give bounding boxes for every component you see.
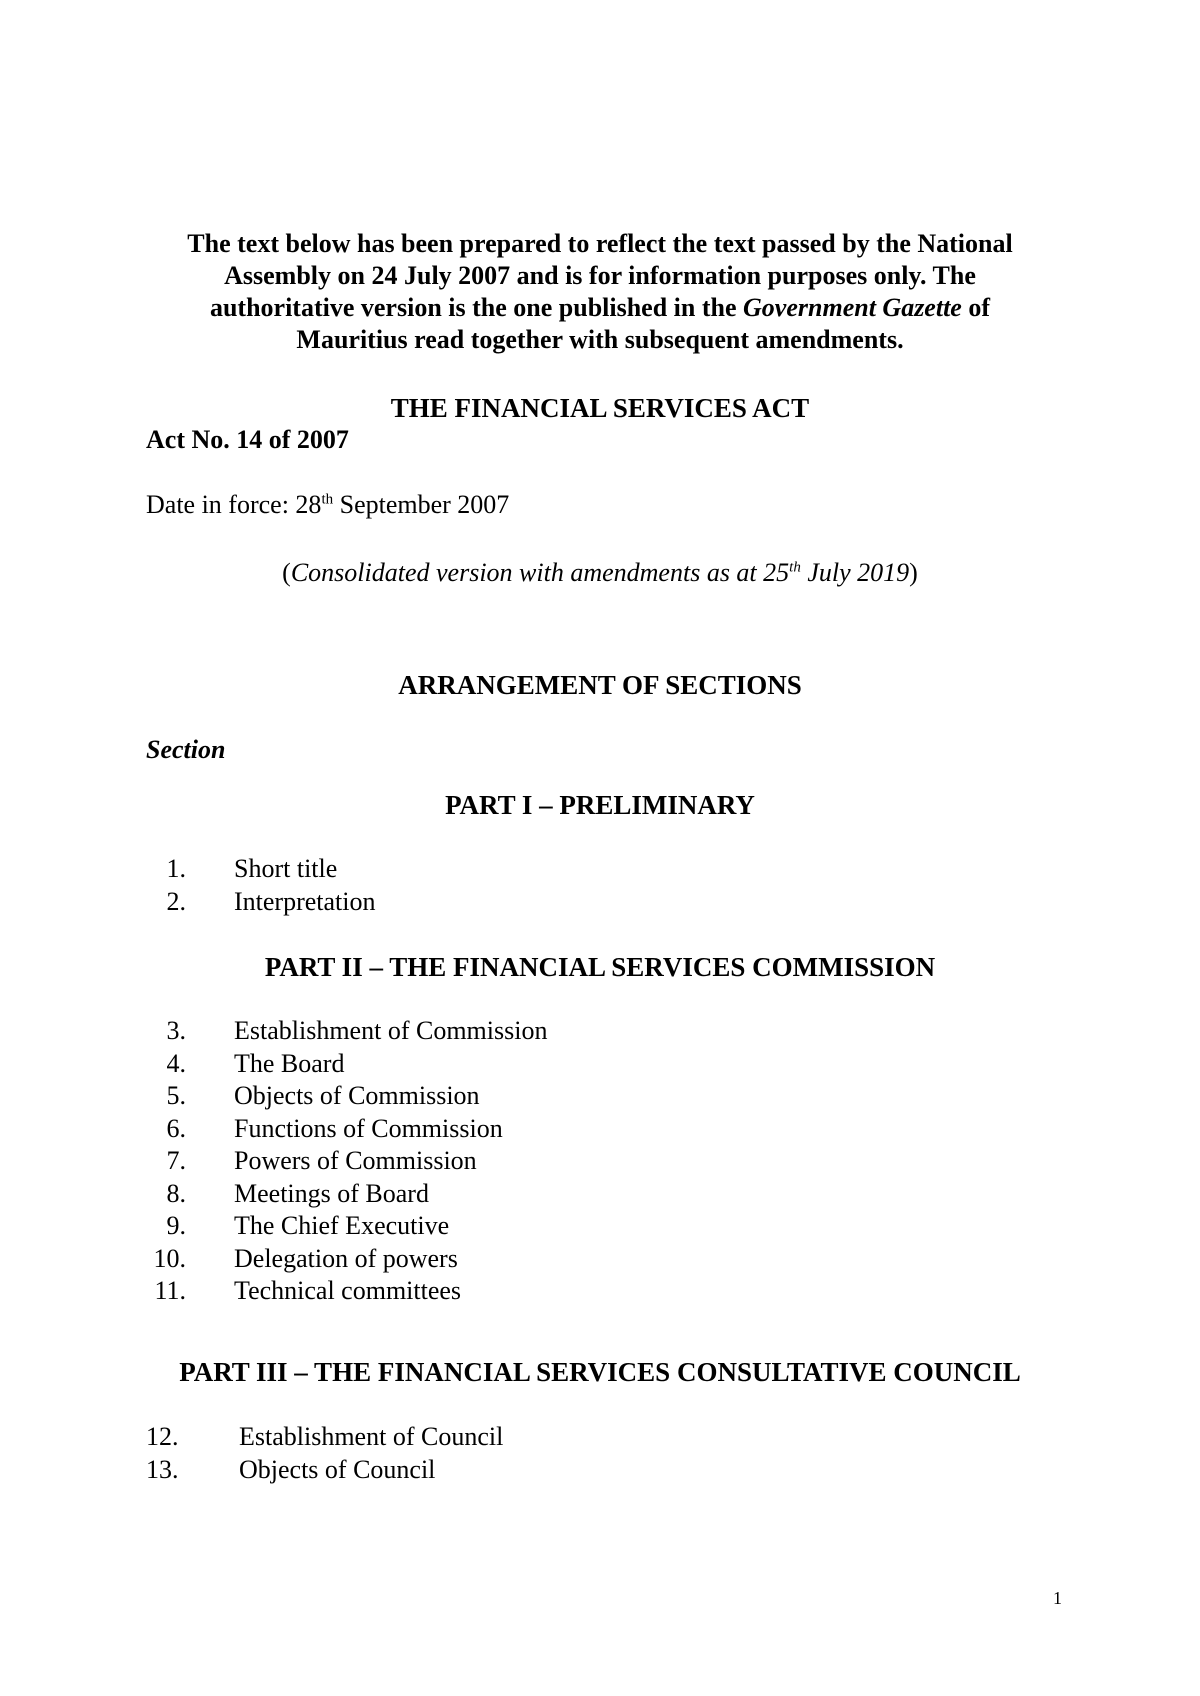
act-number: Act No. 14 of 2007 bbox=[146, 425, 349, 454]
page-number: 1 bbox=[1053, 1588, 1062, 1608]
date-in-force: Date in force: 28th September 2007 bbox=[146, 490, 510, 519]
notice-line: Mauritius read together with subsequent amendments. bbox=[296, 325, 904, 354]
section-title: Technical committees bbox=[234, 1276, 462, 1305]
disclaimer-notice bbox=[110, 228, 1090, 356]
section-title: Establishment of Council bbox=[239, 1422, 504, 1451]
section-column-label: Section bbox=[146, 735, 226, 764]
section-title: Functions of Commission bbox=[234, 1113, 503, 1143]
toc-item[interactable] bbox=[146, 886, 946, 919]
part-heading: PART III – THE FINANCIAL SERVICES CONSULTATIVE COUNCIL bbox=[179, 1357, 1021, 1387]
section-number: 10. bbox=[153, 1243, 186, 1273]
notice-line: authoritative version is the one published in the Government Gazette of bbox=[209, 293, 991, 322]
section-title: Delegation of powers bbox=[234, 1243, 458, 1273]
toc-list-part-1 bbox=[146, 853, 946, 918]
section-title: Powers of Commission bbox=[234, 1146, 477, 1175]
part-heading: PART II – THE FINANCIAL SERVICES COMMISSION bbox=[264, 952, 936, 982]
section-title: Meetings of Board bbox=[234, 1178, 429, 1208]
section-title: Establishment of Commission bbox=[234, 1016, 548, 1045]
toc-item[interactable] bbox=[146, 1421, 946, 1454]
section-title: Interpretation bbox=[234, 886, 376, 916]
toc-item[interactable] bbox=[146, 1015, 946, 1048]
section-title: Objects of Council bbox=[239, 1454, 436, 1484]
section-number: 9. bbox=[166, 1211, 186, 1240]
section-number: 4. bbox=[166, 1048, 186, 1078]
toc-item[interactable] bbox=[146, 1243, 946, 1276]
toc-item[interactable] bbox=[146, 1080, 946, 1113]
toc-item[interactable] bbox=[146, 853, 946, 886]
toc-item[interactable] bbox=[146, 1178, 946, 1211]
act-title: THE FINANCIAL SERVICES ACT bbox=[390, 393, 810, 423]
toc-item[interactable] bbox=[146, 1210, 946, 1243]
notice-line: Assembly on 24 July 2007 and is for information purposes only. The bbox=[224, 261, 976, 290]
notice-line: The text below has been prepared to reflect the text passed by the National bbox=[187, 229, 1013, 258]
section-number: 8. bbox=[166, 1178, 186, 1208]
gazette-name: Government Gazette bbox=[743, 293, 962, 322]
section-number: 7. bbox=[166, 1146, 186, 1175]
section-number: 3. bbox=[166, 1016, 186, 1045]
section-title: The Board bbox=[234, 1048, 345, 1078]
section-number: 5. bbox=[166, 1081, 186, 1110]
toc-list-part-2 bbox=[146, 1015, 946, 1308]
toc-item[interactable] bbox=[146, 1145, 946, 1178]
section-number: 2. bbox=[166, 886, 186, 916]
toc-item[interactable] bbox=[146, 1113, 946, 1146]
section-title: Short title bbox=[234, 854, 338, 883]
part-heading: PART I – PRELIMINARY bbox=[445, 790, 755, 820]
section-number: 11. bbox=[154, 1276, 186, 1305]
toc-item[interactable] bbox=[146, 1275, 946, 1308]
section-title: The Chief Executive bbox=[234, 1211, 450, 1240]
consolidated-version-note: (Consolidated version with amendments as at 25th July 2019) bbox=[282, 558, 918, 587]
section-number: 13. bbox=[146, 1454, 179, 1484]
section-number: 12. bbox=[146, 1422, 179, 1451]
arrangement-heading: ARRANGEMENT OF SECTIONS bbox=[398, 670, 802, 700]
toc-item[interactable] bbox=[146, 1454, 946, 1487]
section-number: 6. bbox=[166, 1113, 186, 1143]
toc-list-part-3 bbox=[146, 1421, 946, 1486]
toc-item[interactable] bbox=[146, 1048, 946, 1081]
section-title: Objects of Commission bbox=[234, 1081, 480, 1110]
section-number: 1. bbox=[166, 854, 186, 883]
